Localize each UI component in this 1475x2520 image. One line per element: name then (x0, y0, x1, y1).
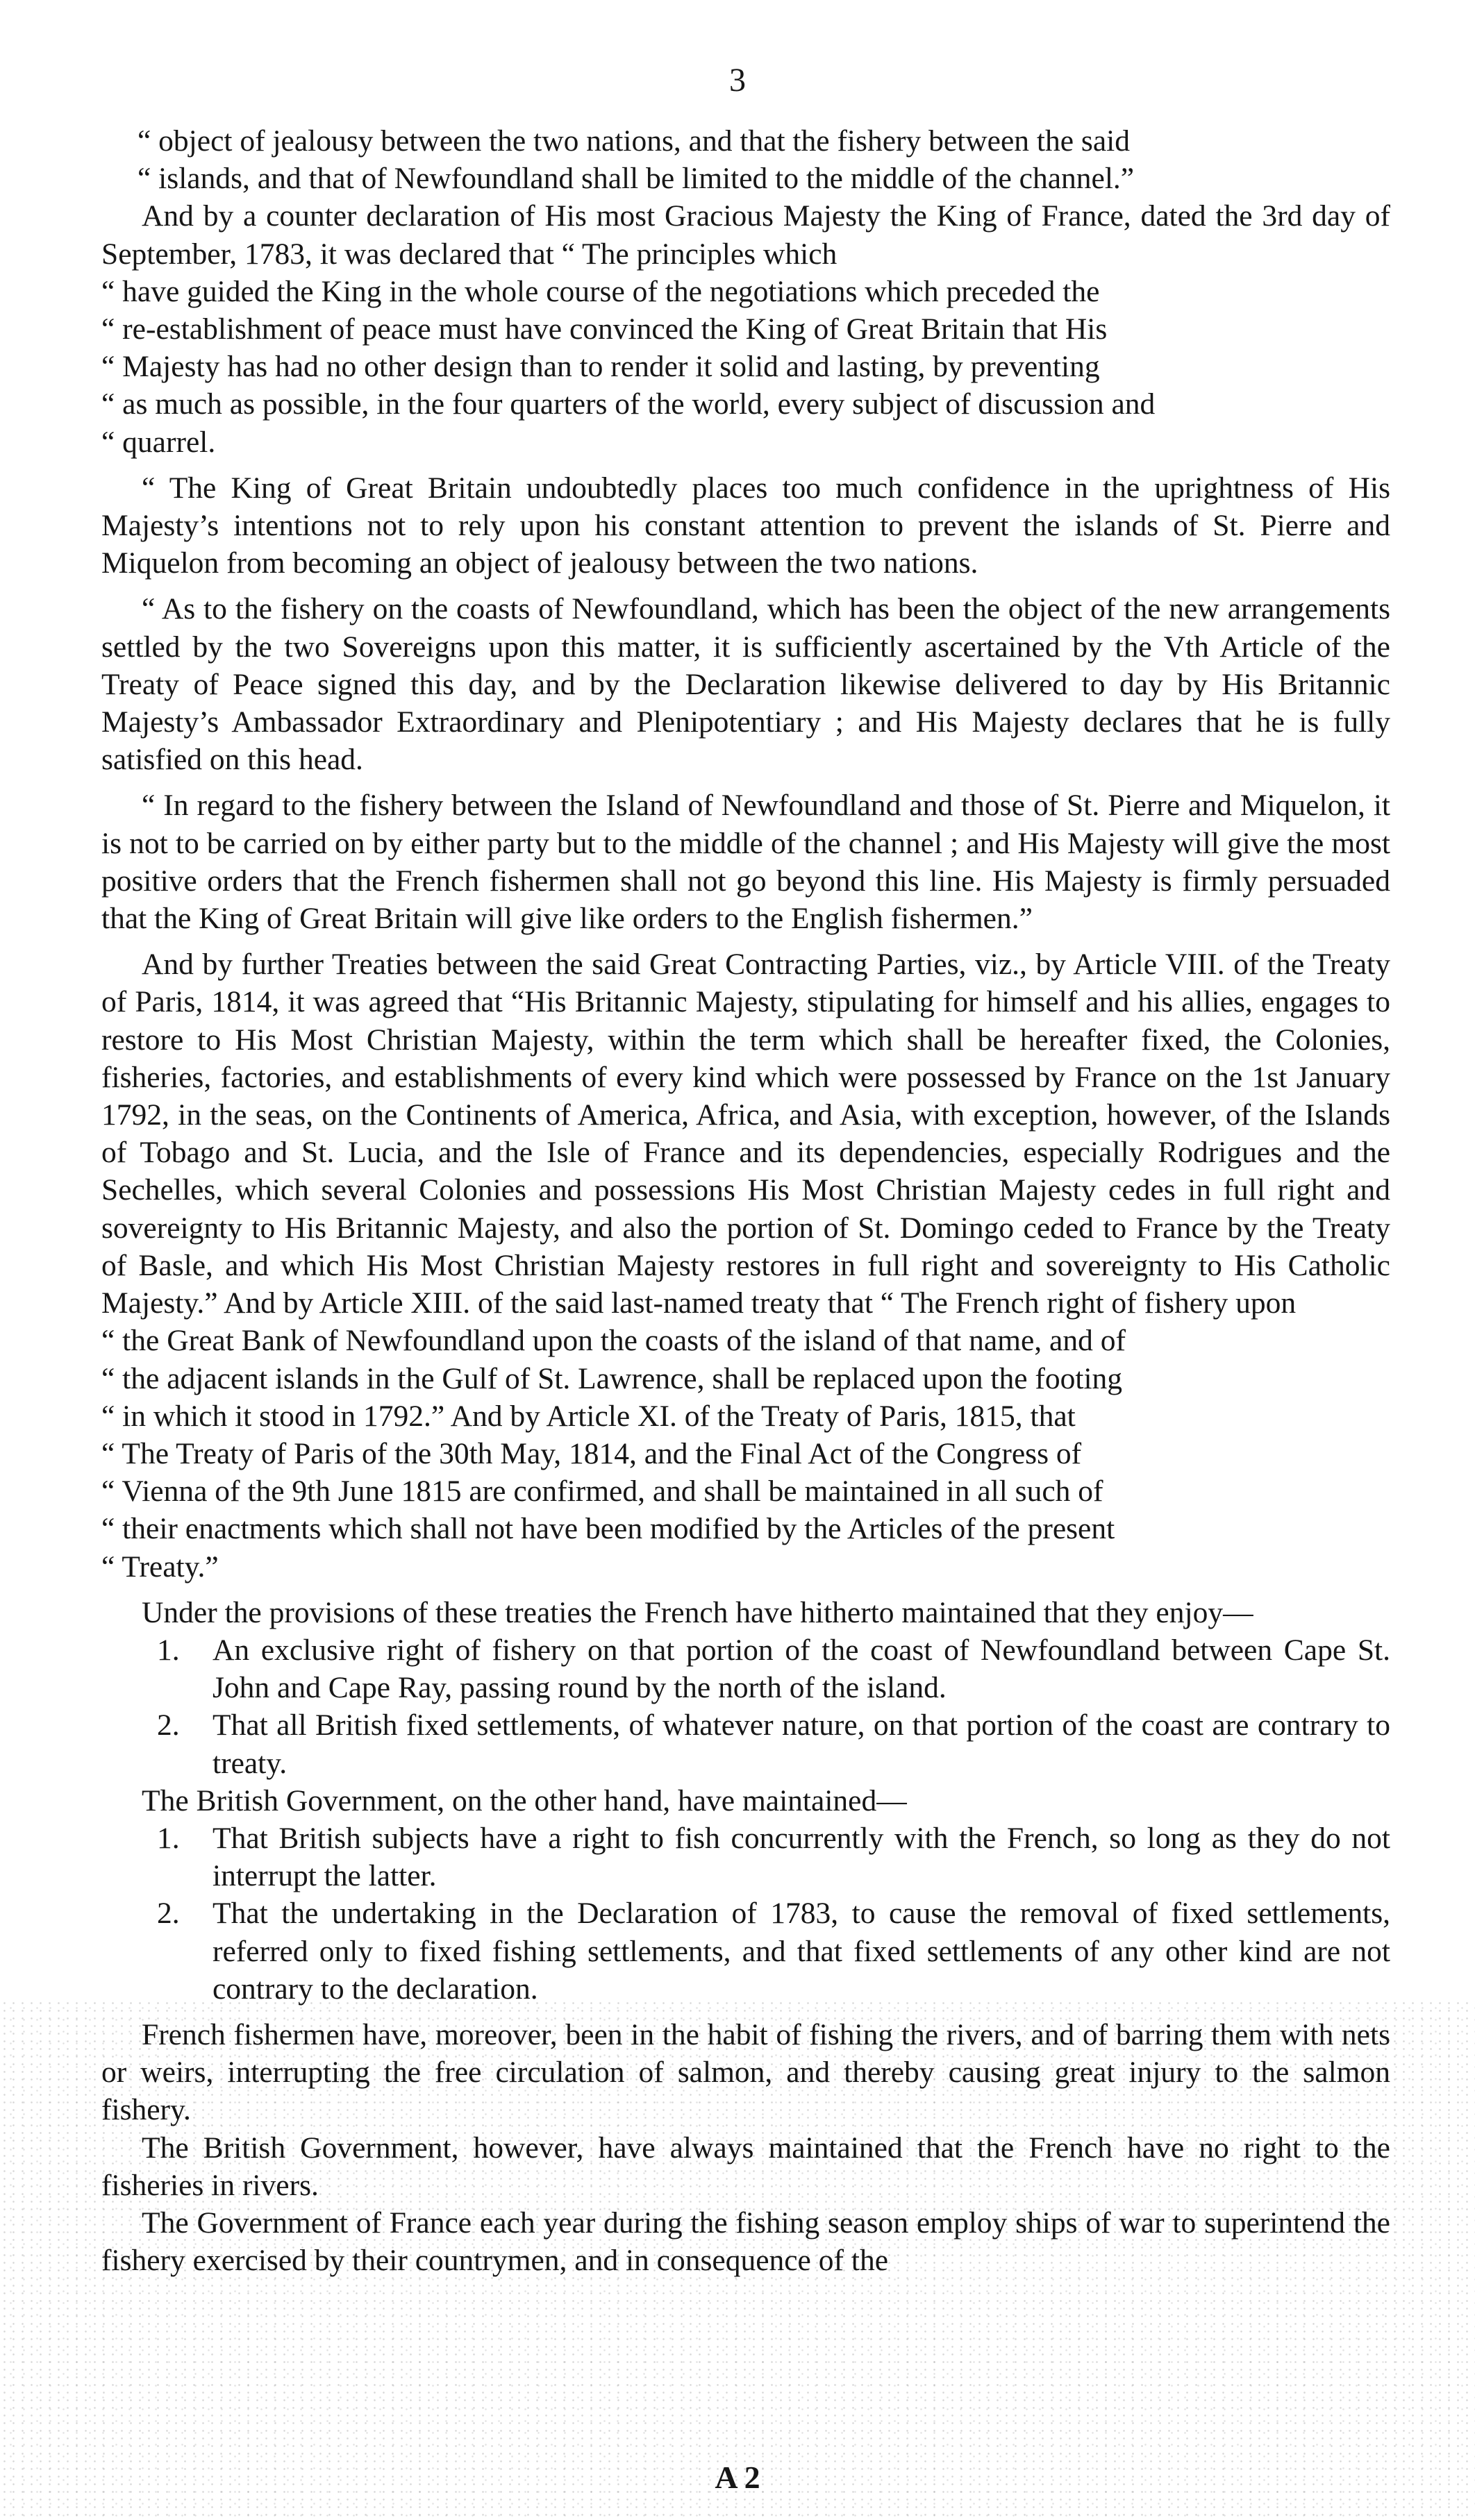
document-body (101, 122, 1390, 2279)
paragraph: And by further Treaties between the said Great Contracting Parties, viz., by Article VIII. of the Treaty of Paris, 1814, it was agreed that “His Britannic Majesty, stipulating for himself and his allies, engages to restore to His Most Christian Majesty, within the term which shall be hereafter fixed, the Colonies, fisheries, factories, and establishments of every kind which were possessed by France on the 1st January 1792, in the seas, on the Continents of America, Africa, and Asia, with exception, however, of the Islands of Tobago and St. Lucia, and the Isle of France and its dependencies, especially Rodrigues and the Sechelles, which several Colonies and possessions His Most Christian Majesty cedes in full right and sovereignty to His Britannic Majesty, and also the portion of St. Domingo ceded to France by the Treaty of Basle, and which His Most Christian Majesty restores in full right and sovereignty to His Catholic Majesty.” And by Article XIII. of the said last-named treaty that “ The French right of fishery upon (101, 948, 1390, 1320)
quote-line: “ their enactments which shall not have been modified by the Articles of the present (101, 1512, 1115, 1546)
list-number: 1. (157, 1821, 180, 1855)
paragraph: “ The King of Great Britain undoubtedly places too much confidence in the uprightness of His Majesty’s intentions not to rely upon his constant attention to prevent the islands of St. Pierre and Miquelon from becoming an object of jealousy between the two nations. (101, 471, 1390, 580)
list-number: 2. (157, 1708, 180, 1742)
quote-line: “ as much as possible, in the four quarters of the world, every subject of discussion and (101, 387, 1156, 421)
paragraph: The British Government, on the other hand, have maintained— (142, 1783, 907, 1817)
quote-line: “ the adjacent islands in the Gulf of St. Lawrence, shall be replaced upon the footing (101, 1361, 1123, 1395)
quote-line: “ The Treaty of Paris of the 30th May, 1814, and the Final Act of the Congress of (101, 1436, 1082, 1470)
paragraph: “ As to the fishery on the coasts of Newfoundland, which has been the object of the new arrangements settled by the two Sovereigns upon this matter, it is sufficiently ascertained by the Vth Article of the Treaty of Peace signed this day, and by the Declaration likewise delivered to day by His Britannic Majesty’s Ambassador Extraordinary and Plenipotentiary ; and His Majesty declares that he is fully satisfied on this head. (101, 592, 1390, 777)
quoted-text: “ islands, and that of Newfoundland shall be limited to the middle of the channel.” (138, 162, 1135, 196)
list-number: 2. (157, 1897, 180, 1931)
quote-line: “ quarrel. (101, 425, 216, 459)
quoted-text: “ object of jealousy between the two nations, and that the fishery between the said (138, 124, 1131, 158)
page-number: 3 (729, 62, 746, 99)
quote-line: “ in which it stood in 1792.” And by Article XI. of the Treaty of Paris, 1815, that (101, 1399, 1076, 1433)
quote-line: “ Treaty.” (101, 1549, 219, 1584)
quote-line: “ Vienna of the 9th June 1815 are confirmed, and shall be maintained in all such of (101, 1475, 1103, 1509)
paragraph: French fishermen have, moreover, been in the habit of fishing the rivers, and of barring them with nets or weirs, interrupting the free circulation of salmon, and thereby causing great injury to the salmon fishery. (101, 2017, 1390, 2127)
quote-line: “ re-establishment of peace must have convinced the King of Great Britain that His (101, 312, 1108, 346)
list-text: That the undertaking in the Declaration of 1783, to cause the removal of fixed settlements, referred only to fixed fishing settlements, and that fixed settlements of any other kind are not contrary to the declaration. (212, 1897, 1390, 2006)
quote-line: “ Majesty has had no other design than to render it solid and lasting, by preventing (101, 350, 1100, 384)
list-item (101, 1820, 1390, 1895)
list-text: An exclusive right of fishery on that portion of the coast of Newfoundland between Cape St. John and Cape Ray, passing round by the north of the island. (212, 1633, 1390, 1705)
list-text: That British subjects have a right to fish concurrently with the French, so long as they do not interrupt the latter. (212, 1821, 1390, 1893)
paragraph: And by a counter declaration of His most Gracious Majesty the King of France, dated the 3rd day of September, 1783, it was declared that “ The principles which (101, 199, 1390, 271)
list-item (101, 1706, 1390, 1781)
paragraph: The British Government, however, have always maintained that the French have no right to the fisheries in rivers. (101, 2131, 1390, 2202)
paragraph: Under the provisions of these treaties the French have hitherto maintained that they enjoy— (142, 1595, 1253, 1629)
list-text: That all British fixed settlements, of whatever nature, on that portion of the coast are contrary to treaty. (212, 1708, 1390, 1780)
list-item (101, 1895, 1390, 2008)
printer-signature-mark: A 2 (715, 2460, 760, 2495)
quote-line (101, 160, 1390, 197)
quote-line: “ have guided the King in the whole course of the negotiations which preceded the (101, 274, 1100, 308)
list-item (101, 1631, 1390, 1706)
list-number: 1. (157, 1633, 180, 1667)
quote-line (101, 122, 1390, 160)
quote-line: “ the Great Bank of Newfoundland upon the coasts of the island of that name, and of (101, 1324, 1126, 1358)
paragraph: The Government of France each year during the fishing season employ ships of war to superintend the fishery exercised by their countrymen, and in consequence of the (101, 2206, 1390, 2278)
paragraph: “ In regard to the fishery between the Island of Newfoundland and those of St. Pierre and Miquelon, it is not to be carried on by either party but to the middle of the channel ; and His Majesty will give the most positive orders that the French fishermen shall not go beyond this line. His Majesty is firmly persuaded that the King of Great Britain will give like orders to the English fishermen.” (101, 789, 1390, 936)
